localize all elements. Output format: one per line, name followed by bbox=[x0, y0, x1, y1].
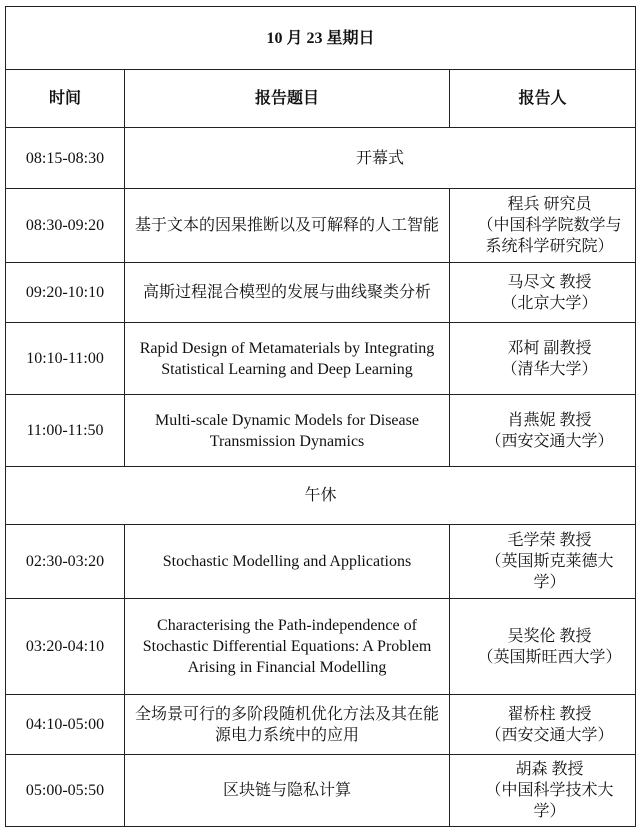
speaker-name: 邓柯 副教授 bbox=[507, 339, 592, 357]
topic-cell: Multi-scale Dynamic Models for Disease Transmission Dynamics bbox=[125, 395, 450, 467]
header-speaker: 报告人 bbox=[450, 70, 636, 128]
session-row bbox=[6, 525, 636, 599]
speaker-affiliation: 学） bbox=[533, 574, 566, 591]
time-cell: 08:15-08:30 bbox=[6, 128, 125, 189]
speaker-affiliation: （中国科学院数学与 bbox=[477, 217, 622, 234]
speaker-name: 程兵 研究员 bbox=[507, 196, 592, 213]
speaker-cell bbox=[450, 189, 636, 263]
header-topic: 报告题目 bbox=[125, 70, 450, 128]
time-cell: 10:10-11:00 bbox=[6, 323, 125, 395]
speaker-affiliation: （中国科学技术大 bbox=[485, 782, 614, 799]
opening-row bbox=[6, 128, 636, 189]
speaker-name: 肖燕妮 教授 bbox=[507, 411, 592, 429]
topic-cell: 区块链与隐私计算 bbox=[125, 755, 450, 827]
speaker-affiliation: （西安交通大学） bbox=[485, 432, 614, 450]
time-cell: 09:20-10:10 bbox=[6, 263, 125, 323]
time-cell: 05:00-05:50 bbox=[6, 755, 125, 827]
session-row bbox=[6, 599, 636, 695]
header-row bbox=[6, 70, 636, 128]
speaker-affiliation: （西安交通大学） bbox=[485, 726, 614, 744]
speaker-cell bbox=[450, 263, 636, 323]
session-row bbox=[6, 395, 636, 467]
topic-cell: 高斯过程混合模型的发展与曲线聚类分析 bbox=[125, 263, 450, 323]
time-cell: 03:20-04:10 bbox=[6, 599, 125, 695]
speaker-affiliation: （北京大学） bbox=[501, 294, 598, 312]
speaker-cell bbox=[450, 755, 636, 827]
speaker-name: 吴奖伦 教授 bbox=[507, 627, 592, 645]
topic-cell: Stochastic Modelling and Applications bbox=[125, 525, 450, 599]
session-row bbox=[6, 695, 636, 755]
speaker-cell bbox=[450, 695, 636, 755]
speaker-affiliation: （英国斯旺西大学） bbox=[477, 648, 622, 666]
title-row bbox=[6, 7, 636, 70]
speaker-cell bbox=[450, 525, 636, 599]
session-row bbox=[6, 189, 636, 263]
time-cell: 11:00-11:50 bbox=[6, 395, 125, 467]
speaker-name: 胡森 教授 bbox=[515, 761, 584, 778]
speaker-affiliation: 学） bbox=[533, 803, 566, 820]
session-row bbox=[6, 263, 636, 323]
topic-cell: Characterising the Path-independence of Stochastic Differential Equations: A Problem Arising in Financial Modelling bbox=[125, 599, 450, 695]
day-title: 10 月 23 星期日 bbox=[6, 7, 636, 70]
speaker-name: 毛学荣 教授 bbox=[507, 532, 592, 549]
speaker-cell bbox=[450, 599, 636, 695]
speaker-affiliation: （英国斯克莱德大 bbox=[485, 553, 614, 570]
session-row bbox=[6, 755, 636, 827]
speaker-affiliation: 系统科学研究院） bbox=[485, 238, 614, 255]
speaker-name: 马尽文 教授 bbox=[507, 273, 592, 291]
lunch-break-label: 午休 bbox=[6, 467, 636, 525]
topic-cell: Rapid Design of Metamaterials by Integrating Statistical Learning and Deep Learning bbox=[125, 323, 450, 395]
speaker-cell bbox=[450, 323, 636, 395]
header-time: 时间 bbox=[6, 70, 125, 128]
speaker-affiliation: （清华大学） bbox=[501, 360, 598, 378]
topic-cell: 全场景可行的多阶段随机优化方法及其在能源电力系统中的应用 bbox=[125, 695, 450, 755]
speaker-name: 翟桥柱 教授 bbox=[507, 705, 592, 723]
topic-cell: 基于文本的因果推断以及可解释的人工智能 bbox=[125, 189, 450, 263]
time-cell: 04:10-05:00 bbox=[6, 695, 125, 755]
time-cell: 02:30-03:20 bbox=[6, 525, 125, 599]
opening-label: 开幕式 bbox=[125, 128, 636, 189]
speaker-cell bbox=[450, 395, 636, 467]
time-cell: 08:30-09:20 bbox=[6, 189, 125, 263]
session-row bbox=[6, 323, 636, 395]
schedule-table bbox=[5, 6, 636, 827]
break-row bbox=[6, 467, 636, 525]
